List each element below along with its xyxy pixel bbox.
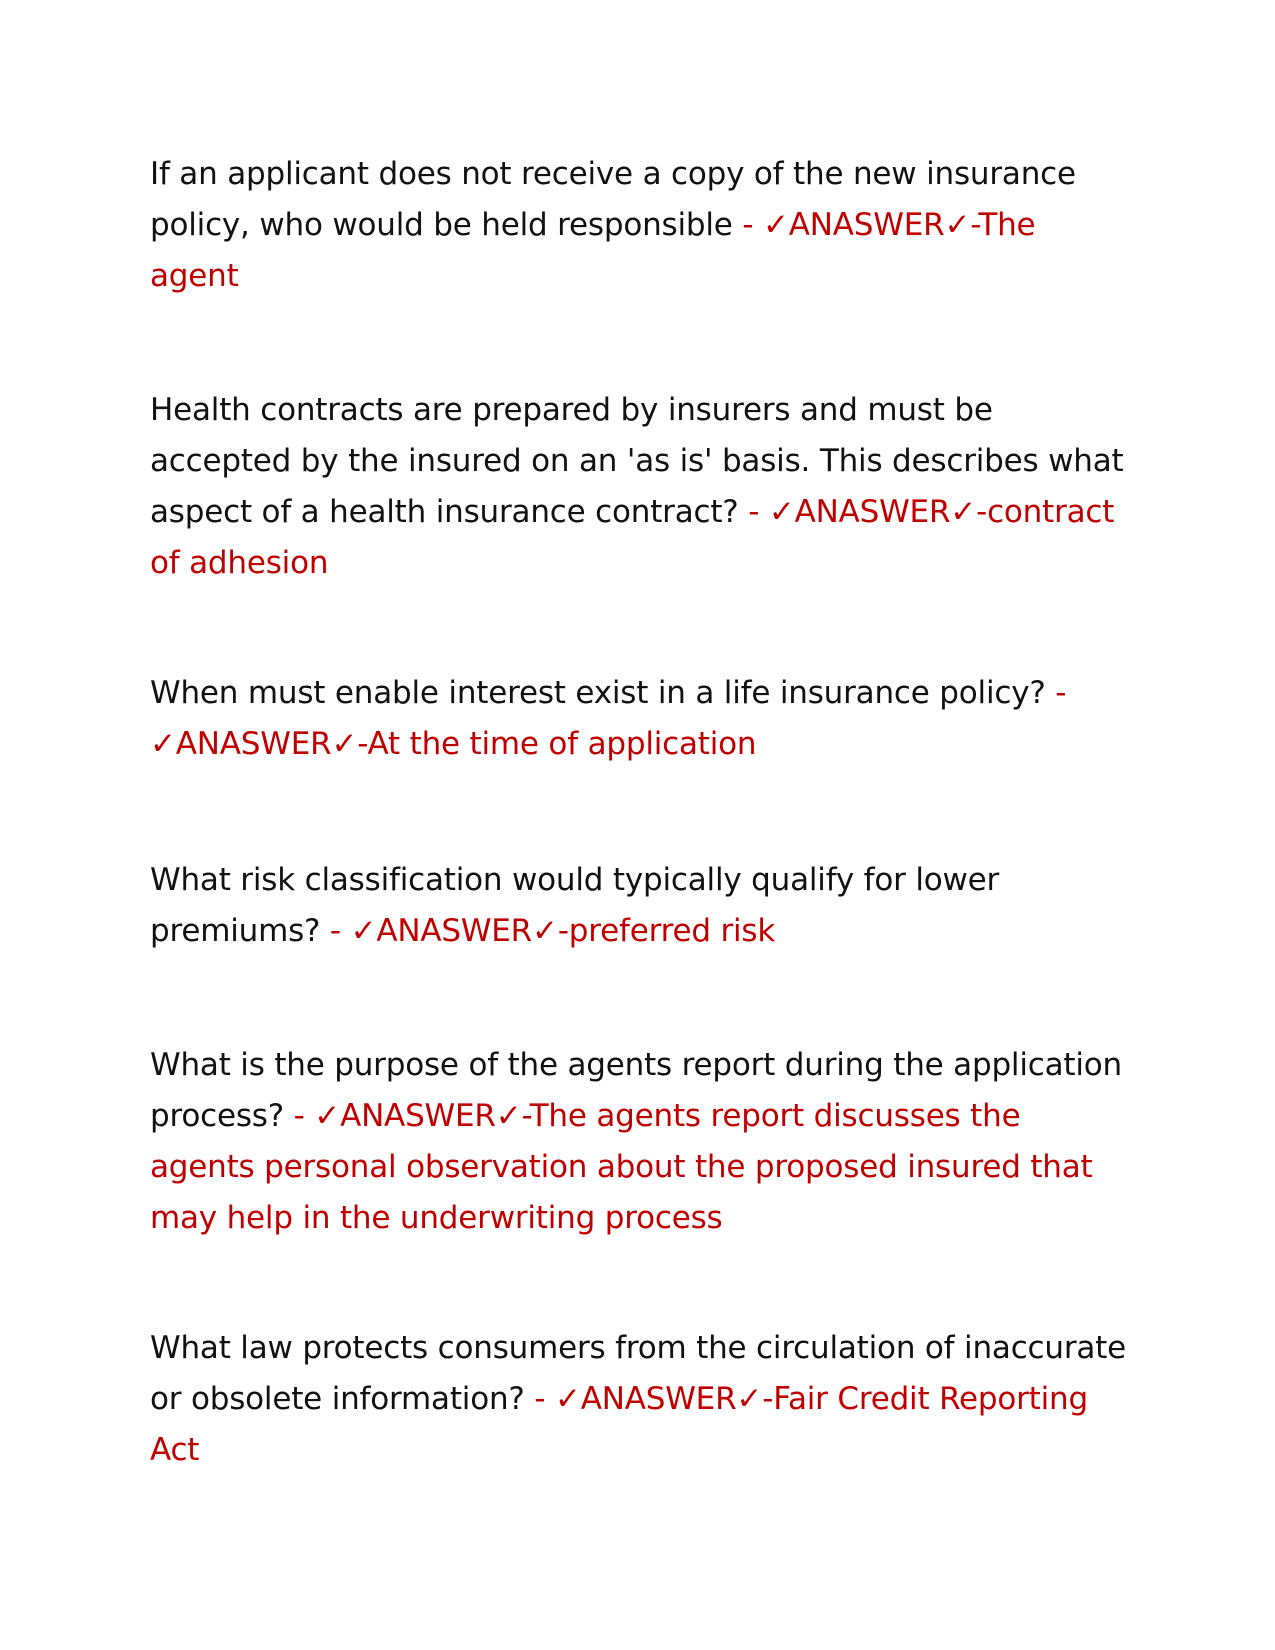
qa-item bbox=[150, 385, 1130, 589]
qa-item bbox=[150, 1040, 1130, 1244]
qa-item bbox=[150, 855, 1130, 957]
answer-prefix: - bbox=[320, 913, 351, 949]
qa-item bbox=[150, 149, 1130, 302]
check-icon: ✓ bbox=[736, 1381, 763, 1417]
check-icon: ✓ bbox=[150, 726, 176, 762]
answer-text: -Fair Credit Reporting Act bbox=[150, 1381, 1088, 1468]
check-icon: ✓ bbox=[314, 1098, 341, 1134]
check-icon: ✓ bbox=[350, 913, 377, 949]
question-text: Health contracts are prepared by insurers and must be accepted by the insured on an 'as is' basis. This describes what aspect of a health insurance contract? bbox=[150, 392, 1124, 530]
check-icon: ✓ bbox=[532, 913, 558, 949]
question-text: When must enable interest exist in a life insurance policy? bbox=[150, 675, 1046, 711]
check-icon: ✓ bbox=[762, 207, 789, 243]
answer-prefix: - bbox=[732, 207, 763, 243]
answer-prefix: - bbox=[738, 494, 769, 530]
answer-text: -preferred risk bbox=[557, 913, 776, 949]
question-text: If an applicant does not receive a copy of the new insurance policy, who would be held responsible bbox=[150, 156, 1076, 243]
qa-item bbox=[150, 1323, 1130, 1476]
question-text: What risk classification would typically qualify for lower premiums? bbox=[150, 862, 1000, 949]
answer-text: -The agents report discusses the agents personal observation about the proposed insured that may help in the underwriting process bbox=[150, 1098, 1093, 1236]
question-text: What is the purpose of the agents report during the application process? bbox=[150, 1047, 1122, 1134]
check-icon: ✓ bbox=[950, 494, 977, 530]
answer-text: -At the time of application bbox=[357, 726, 757, 762]
check-icon: ✓ bbox=[944, 207, 971, 243]
answer-prefix: - bbox=[283, 1098, 315, 1134]
answer-marker: ANASWER bbox=[788, 207, 945, 243]
qa-item bbox=[150, 668, 1130, 770]
answer-marker: ANASWER bbox=[340, 1098, 496, 1134]
answer-marker: ANASWER bbox=[376, 913, 533, 949]
check-icon: ✓ bbox=[331, 726, 358, 762]
question-text: What law protects consumers from the circulation of inaccurate or obsolete information? bbox=[150, 1330, 1127, 1417]
answer-prefix: - bbox=[1045, 675, 1067, 711]
check-icon: ✓ bbox=[768, 494, 795, 530]
check-icon: ✓ bbox=[495, 1098, 522, 1134]
answer-prefix: - bbox=[524, 1381, 555, 1417]
check-icon: ✓ bbox=[554, 1381, 581, 1417]
answer-text: -contract of adhesion bbox=[150, 494, 1115, 581]
answer-marker: ANASWER bbox=[175, 726, 332, 762]
answer-marker: ANASWER bbox=[794, 494, 951, 530]
answer-text: -The agent bbox=[150, 207, 1036, 294]
answer-marker: ANASWER bbox=[580, 1381, 737, 1417]
